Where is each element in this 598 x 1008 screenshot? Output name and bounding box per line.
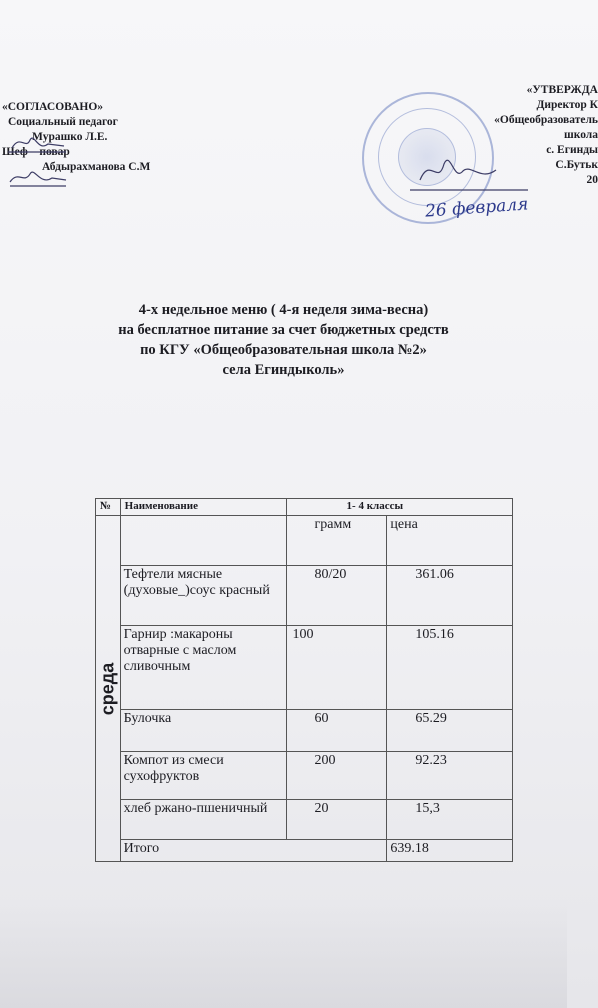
row-name: Гарнир :макароны отварные с маслом сливочным — [120, 626, 286, 710]
director-signature-icon — [410, 150, 530, 200]
row-price: 105.16 — [387, 626, 513, 710]
handwritten-date: 26 февраля — [424, 194, 529, 222]
row-name: Компот из смеси сухофруктов — [120, 752, 286, 800]
approval-left-name-2: Абдырахманова С.М — [42, 161, 151, 173]
approval-right-school: школа — [564, 129, 598, 141]
header-num: № — [96, 499, 121, 516]
row-name: Тефтели мясные (духовые_)соус красный — [120, 566, 286, 626]
approval-left-role-1: Социальный педагог — [8, 116, 118, 128]
row-gram: 60 — [286, 710, 387, 752]
subheader-gram: грамм — [286, 516, 387, 566]
table-header-row — [96, 499, 513, 516]
header-name: Наименование — [120, 499, 286, 516]
table-total-row — [96, 840, 513, 862]
total-label: Итого — [120, 840, 387, 862]
table-row — [96, 752, 513, 800]
table-row — [96, 626, 513, 710]
table-row — [96, 710, 513, 752]
title-line-3: по КГУ «Общеобразовательная школа №2» — [140, 342, 427, 358]
header-classes: 1- 4 классы — [286, 499, 512, 516]
approval-left-title: «СОГЛАСОВАНО» — [2, 101, 104, 113]
table-row — [96, 566, 513, 626]
approval-right-year: 20 — [586, 174, 598, 186]
title-line-4: села Егиндыколь» — [222, 362, 345, 378]
subheader-price: цена — [387, 516, 513, 566]
day-cell — [96, 516, 121, 862]
menu-table — [95, 498, 513, 862]
row-name: Булочка — [120, 710, 286, 752]
approval-right-title: «УТВЕРЖДА — [526, 84, 598, 96]
day-label: среда — [97, 662, 118, 715]
row-name: хлеб ржано-пшеничный — [120, 800, 286, 840]
signature-icon — [8, 130, 68, 190]
row-price: 92.23 — [387, 752, 513, 800]
approval-left-name-1: Мурашко Л.Е. — [32, 131, 108, 143]
table-row — [96, 800, 513, 840]
row-gram: 100 — [286, 626, 387, 710]
title-line-1: 4-х недельное меню ( 4-я неделя зима-весна) — [138, 302, 429, 318]
table-subheader-row — [96, 516, 513, 566]
row-price: 15,3 — [387, 800, 513, 840]
photo-shadow — [0, 898, 567, 1008]
row-gram: 80/20 — [286, 566, 387, 626]
approval-right-org: «Общеобразователь — [494, 114, 598, 126]
approval-right-name: С.Бутьк — [555, 159, 598, 171]
approval-right-role: Директор К — [536, 99, 598, 111]
approval-left-role-2: Шеф – повар — [2, 146, 70, 158]
title-line-2: на бесплатное питание за счет бюджетных средств — [118, 322, 449, 338]
total-value: 639.18 — [387, 840, 513, 862]
row-gram: 20 — [286, 800, 387, 840]
row-gram: 200 — [286, 752, 387, 800]
row-price: 361.06 — [387, 566, 513, 626]
page-title — [0, 300, 567, 380]
subheader-empty — [120, 516, 286, 566]
approval-right-village: с. Егинды — [546, 144, 598, 156]
row-price: 65.29 — [387, 710, 513, 752]
